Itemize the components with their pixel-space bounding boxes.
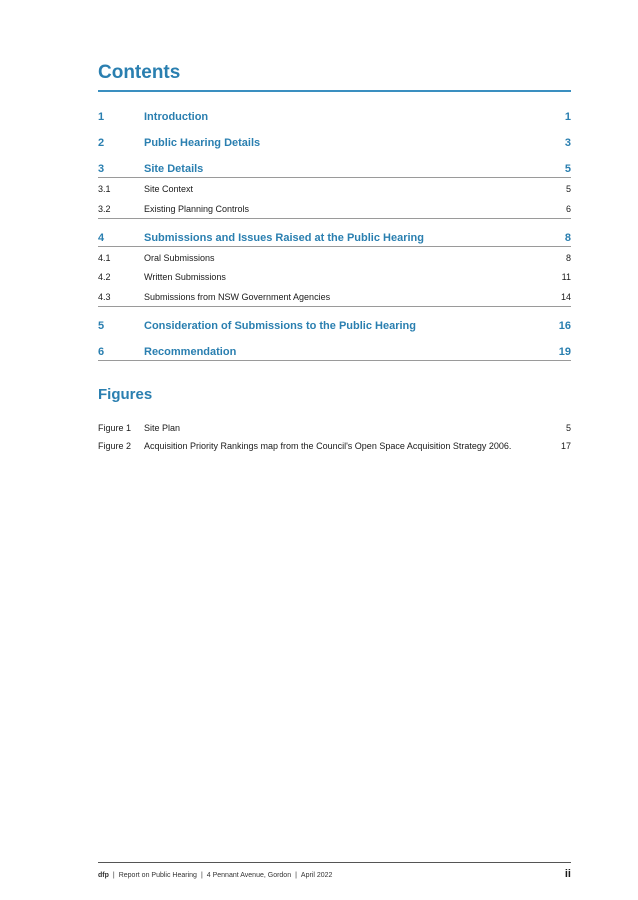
toc-entry-number: 5 [98, 320, 105, 332]
figure-entry-title: Site Plan [144, 423, 181, 433]
figure-entry-title: Acquisition Priority Rankings map from the Council's Open Space Acquisition Strategy 2006. [144, 441, 512, 451]
toc-entry-page: 19 [558, 346, 571, 358]
page-footer [98, 868, 571, 880]
toc-entry-oral-submissions[interactable] [98, 253, 571, 263]
toc-entry-page: 8 [564, 232, 571, 244]
toc-entry-page: 14 [560, 292, 571, 302]
toc-entry-number: 4.1 [98, 253, 111, 263]
toc-entry-number: 2 [98, 137, 105, 149]
toc-entry-public-hearing-details[interactable] [98, 137, 571, 149]
toc-entry-page: 5 [564, 163, 571, 175]
toc-entry-page: 5 [565, 184, 571, 194]
toc-entry-title: Site Context [144, 184, 194, 194]
toc-entry-title: Existing Planning Controls [144, 204, 250, 214]
footer-separator: | [295, 872, 297, 879]
figure-entry-label: Figure 1 [98, 423, 132, 433]
footer-brand: dfp [98, 872, 109, 879]
toc-entry-title: Introduction [144, 111, 209, 123]
toc-entry-number: 3.1 [98, 184, 111, 194]
toc-entry-title: Written Submissions [144, 272, 226, 282]
footer-rule [98, 862, 571, 863]
footer-report-title: Report on Public Hearing [118, 872, 197, 879]
page-number: ii [564, 868, 571, 880]
figure-entry-page: 17 [560, 441, 571, 451]
figure-entry-label: Figure 2 [98, 441, 132, 451]
toc-entry-introduction[interactable] [98, 111, 571, 123]
figure-entry-acquisition-map[interactable] [98, 441, 571, 451]
toc-section-rule [98, 306, 571, 307]
footer-address: 4 Pennant Avenue, Gordon [206, 872, 292, 879]
toc-entry-page: 6 [565, 204, 571, 214]
toc-entry-site-context[interactable] [98, 184, 571, 194]
toc-entry-consideration-of-submissions[interactable] [98, 320, 571, 332]
toc-entry-title: Recommendation [144, 346, 237, 358]
figure-entry-page: 5 [565, 423, 571, 433]
toc-entry-site-details[interactable] [98, 163, 571, 175]
toc-entry-existing-planning-controls[interactable] [98, 204, 571, 214]
toc-entry-page: 16 [558, 320, 571, 332]
toc-entry-title: Public Hearing Details [144, 137, 261, 149]
toc-entry-nsw-government-submissions[interactable] [98, 292, 571, 302]
toc-entry-page: 8 [565, 253, 571, 263]
toc-entry-number: 3.2 [98, 204, 111, 214]
toc-entry-number: 4.2 [98, 272, 111, 282]
toc-section-rule [98, 218, 571, 219]
toc-section-rule [98, 360, 571, 361]
toc-entry-page: 1 [564, 111, 571, 123]
toc-entry-submissions-and-issues[interactable] [98, 232, 571, 244]
toc-entry-number: 4 [98, 232, 105, 244]
toc-entry-title: Consideration of Submissions to the Public Hearing [144, 320, 416, 332]
toc-entry-title: Submissions and Issues Raised at the Public Hearing [144, 232, 424, 244]
toc-entry-title: Site Details [144, 163, 204, 175]
toc-entry-number: 6 [98, 346, 105, 358]
toc-entry-title: Submissions from NSW Government Agencies [144, 292, 331, 302]
toc-entry-number: 3 [98, 163, 105, 175]
footer-date: April 2022 [300, 872, 333, 879]
toc-entry-recommendation[interactable] [98, 346, 571, 358]
toc-entry-written-submissions[interactable] [98, 272, 571, 282]
figure-entry-site-plan[interactable] [98, 423, 571, 433]
contents-heading: Contents [98, 62, 181, 83]
contents-heading-rule [98, 90, 571, 92]
toc-section-rule [98, 177, 571, 178]
footer-separator: | [112, 872, 115, 879]
toc-section-rule [98, 246, 571, 247]
toc-entry-number: 1 [98, 111, 105, 123]
figures-heading: Figures [98, 386, 153, 403]
toc-entry-page: 11 [561, 272, 571, 282]
footer-separator: | [200, 872, 203, 879]
toc-entry-number: 4.3 [98, 292, 111, 302]
toc-entry-title: Oral Submissions [144, 253, 215, 263]
toc-entry-page: 3 [564, 137, 571, 149]
